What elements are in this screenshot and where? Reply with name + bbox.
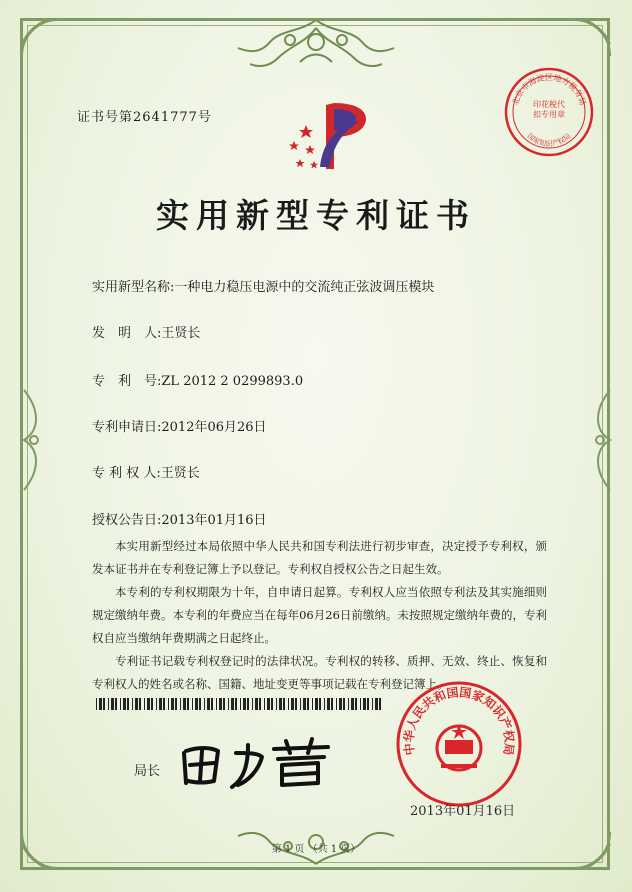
patent-office-logo-icon (282, 97, 378, 177)
field-label: 实用新型名称: (92, 280, 175, 295)
seal-center-text: 印花税代扣专用章 (533, 100, 565, 119)
corner-ornament-icon (18, 16, 78, 76)
right-ornament-icon (588, 380, 618, 500)
certificate-body (92, 535, 547, 696)
body-paragraph: 本实用新型经过本局依照中华人民共和国专利法进行初步审查，决定授予专利权，颁发本证书并在专利登记簿上予以登记。专利权自授权公告之日起生效。 (92, 539, 547, 576)
page-footer: 第 1 页 （共 1 页） (271, 844, 361, 855)
national-ip-office-seal-icon (395, 680, 523, 808)
director-signature-icon (178, 735, 338, 791)
field-inventor (92, 322, 200, 341)
barcode-icon (96, 698, 382, 710)
field-value: 2012年06月26日 (161, 420, 267, 435)
seal-date: 2013年01月16日 (410, 804, 516, 819)
field-patentee (92, 462, 200, 481)
field-value: 2013年01月16日 (161, 513, 267, 528)
field-value: ZL 2012 2 0299893.0 (161, 374, 304, 389)
body-paragraph: 本专利的专利权期限为十年，自申请日起算。专利权人应当依照专利法及其实施细则规定缴纳年费。本专利的年费应当在每年06月26日前缴纳。未按照规定缴纳年费的，专利权自应当缴纳年费期满之日起终止。 (92, 585, 547, 645)
body-paragraph: 专利证书记载专利权登记时的法律状况。专利权的转移、质押、无效、终止、恢复和专利权人的姓名或名称、国籍、地址变更等事项记载在专利登记簿上。 (92, 654, 547, 691)
field-patent-number (92, 370, 303, 389)
field-value: 王贤长 (160, 466, 200, 481)
field-value: 一种电力稳压电源中的交流纯正弦波调压模块 (174, 280, 435, 295)
seal-bottom-text: 国家知识产权局 (525, 132, 573, 148)
certificate-number: 证书号第2641777号 (77, 110, 212, 125)
field-grant-date (92, 509, 267, 528)
field-label: 发 明 人: (92, 326, 162, 341)
certificate-title: 实用新型专利证书 (156, 196, 476, 235)
top-ornament-icon (230, 12, 402, 84)
field-label: 专 利 权 人: (92, 466, 161, 481)
left-ornament-icon (16, 380, 46, 500)
field-label: 专 利 号: (92, 374, 162, 389)
field-utility-model-name (92, 276, 434, 295)
field-label: 授权公告日: (92, 513, 162, 528)
director-label: 局长 (134, 764, 161, 779)
seal-ring-text: 北京市海淀区地方税务局 (510, 73, 588, 107)
svg-text:国家知识产权局 (526, 131, 573, 148)
field-value: 王贤长 (161, 326, 201, 341)
field-label: 专利申请日: (92, 420, 162, 435)
tax-stamp-seal-icon (503, 66, 595, 158)
field-filing-date (92, 416, 267, 435)
big-seal-ring-text: 中华人民共和国国家知识产权局 (401, 685, 517, 757)
